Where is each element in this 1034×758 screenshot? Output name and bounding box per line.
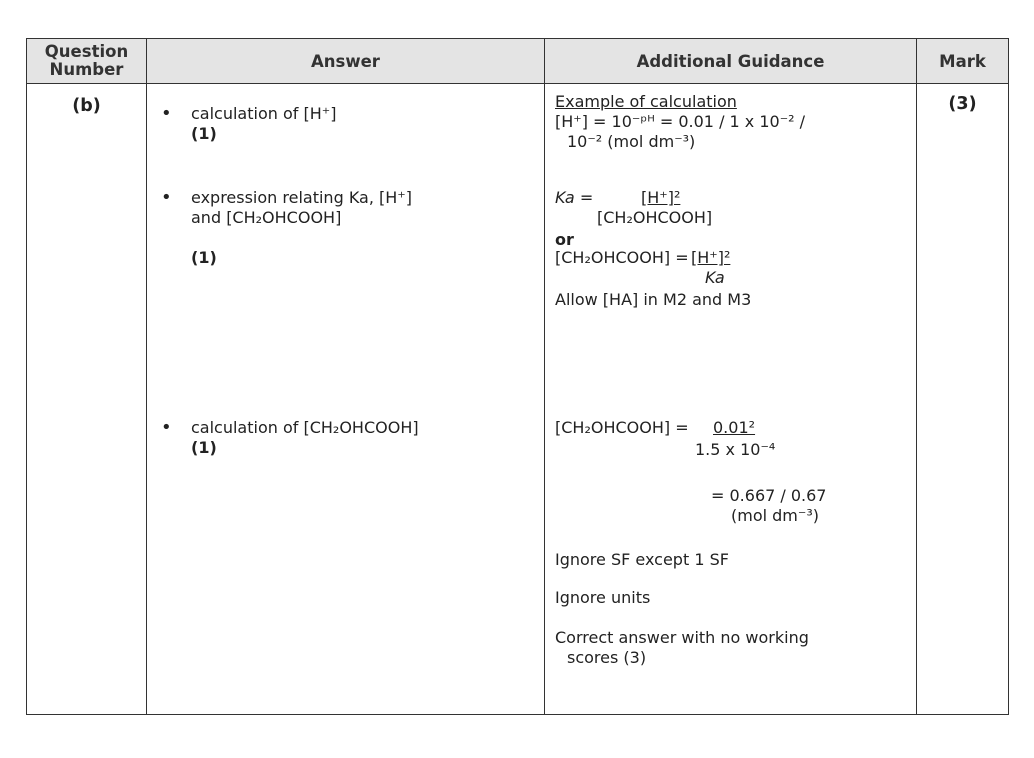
conc-numerator: 0.01² bbox=[713, 418, 756, 437]
mark-scheme-table bbox=[26, 38, 1009, 715]
table-row bbox=[27, 84, 1009, 715]
question-cell bbox=[27, 84, 147, 715]
ka-label: Ka = bbox=[555, 188, 594, 207]
mark-cell bbox=[917, 84, 1009, 715]
bullet-icon: • bbox=[161, 103, 172, 124]
guidance-header: Additional Guidance bbox=[545, 39, 917, 84]
bullet-icon: • bbox=[161, 187, 172, 208]
alt-numerator: [H⁺]² bbox=[691, 248, 731, 267]
conc-denominator: 1.5 x 10⁻⁴ bbox=[695, 440, 776, 459]
result-line-2: (mol dm⁻³) bbox=[731, 506, 819, 525]
alt-lhs: [CH₂OHCOOH] = bbox=[555, 248, 689, 267]
answer-item-1-mark: (1) bbox=[191, 124, 217, 143]
answer-header: Answer bbox=[147, 39, 545, 84]
question-number: (b) bbox=[72, 96, 101, 116]
conc-lhs: [CH₂OHCOOH] = bbox=[555, 418, 689, 437]
correct-answer-line-1: Correct answer with no working bbox=[555, 628, 809, 647]
answer-item-2-line1: expression relating Ka, [H⁺] bbox=[191, 188, 412, 207]
ka-numerator: [H⁺]² bbox=[641, 188, 681, 207]
ignore-sf-note: Ignore SF except 1 SF bbox=[555, 550, 729, 569]
correct-answer-line-2: scores (3) bbox=[567, 648, 647, 667]
ka-denominator: [CH₂OHCOOH] bbox=[597, 208, 713, 227]
header-row bbox=[27, 39, 1009, 84]
ignore-units-note: Ignore units bbox=[555, 588, 651, 607]
answer-item-1: calculation of [H⁺] bbox=[191, 104, 337, 123]
calc-line-2: 10⁻² (mol dm⁻³) bbox=[567, 132, 696, 151]
total-mark: (3) bbox=[948, 94, 977, 114]
answer-item-2-mark: (1) bbox=[191, 248, 217, 267]
answer-item-3: calculation of [CH₂OHCOOH] bbox=[191, 418, 419, 437]
calc-line-1: [H⁺] = 10⁻ᵖᴴ = 0.01 / 1 x 10⁻² / bbox=[555, 112, 806, 131]
allow-note: Allow [HA] in M2 and M3 bbox=[555, 290, 752, 309]
or-label: or bbox=[555, 230, 574, 249]
guidance-cell bbox=[545, 84, 917, 715]
example-heading: Example of calculation bbox=[555, 92, 737, 111]
alt-denominator: Ka bbox=[705, 268, 725, 287]
mark-header: Mark bbox=[917, 39, 1009, 84]
bullet-icon: • bbox=[161, 417, 172, 438]
answer-item-2-line2: and [CH₂OHCOOH] bbox=[191, 208, 342, 227]
question-number-header: Question Number bbox=[27, 39, 147, 84]
answer-item-3-mark: (1) bbox=[191, 438, 217, 457]
answer-cell bbox=[147, 84, 545, 715]
result-line-1: = 0.667 / 0.67 bbox=[711, 486, 827, 505]
